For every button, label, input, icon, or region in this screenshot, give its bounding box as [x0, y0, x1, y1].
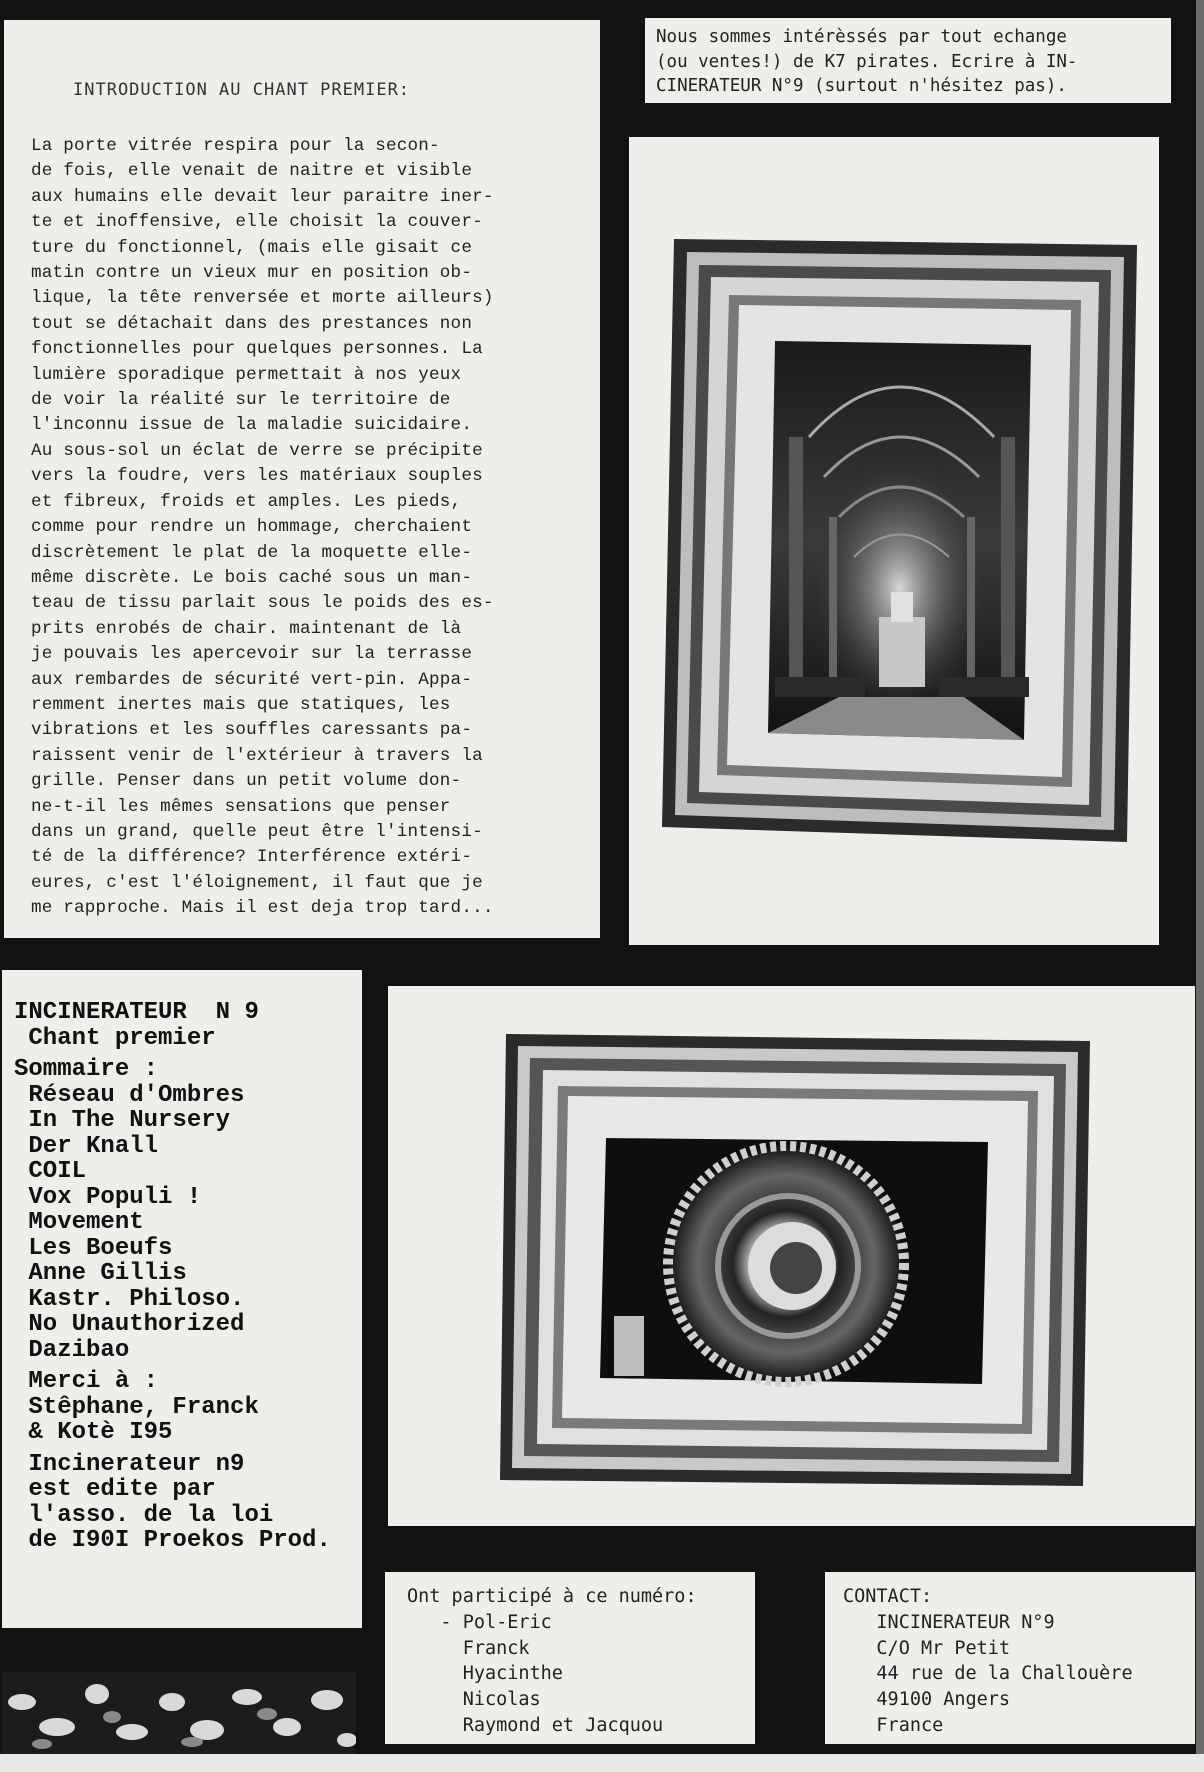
publisher-line: l'asso. de la loi — [14, 1501, 274, 1529]
contents-item: No Unauthorized — [14, 1311, 245, 1338]
credits-line: Franck — [407, 1637, 530, 1659]
intro-body: La porte vitrée respira pour la secon- de fois, elle venait de naitre et visible aux humains elle devait leur paraitre iner- te et inoffensive, elle choisit la couver- ture du fonctionnel, (mais elle gisait ce matin contre un vieux mur en position ob- lique, la tête renversée et morte ailleurs) tout se détachait dans des prestances non fonctionnelles pour quelques personnes. La lumière sporadique permettait à nos yeux de voir la réalité sur le territoire de l'inconnu issue de la maladie suicidaire. Au sous-sol un éclat de verre se précipite vers la foudre, vers les matériaux souples et fibreux, froids et amples. Les pieds, comme pour rendre un hommage, cherchaient discrètement le plat de la moquette elle- même discrète. Le bois caché sous un man- teau de tissu parlait sous le poids des es- prits enrobés de chair. maintenant de là je pouvais les apercevoir sur la terrasse aux rembardes de sécurité vert-pin. Appa- remment inertes mais que statiques, les vibrations et les souffles caressants pa- raissent venir de l'extérieur à travers la grille. Penser dans un petit volume don- ne-t-il les mêmes sensations que penser dans un grand, quelle peut être l'intensi- té de la différence? Interférence extéri- eures, c'est l'éloignement, il faut que je me rapproche. Mais il est deja trop tard... — [31, 136, 494, 919]
publisher-line: est edite par — [14, 1476, 216, 1503]
credits-line: Ont participé à ce numéro: — [407, 1586, 697, 1607]
contents-label: Sommaire : — [14, 1056, 159, 1083]
page-bottom-edge — [0, 1754, 1204, 1772]
contents-item: In The Nursery — [14, 1107, 231, 1134]
framed-staircase-photo — [388, 986, 1195, 1526]
magazine-title: INCINERATEUR N 9 — [14, 999, 259, 1026]
contact-line: C/O Mr Petit — [843, 1637, 1011, 1659]
credits-line: Nicolas — [407, 1689, 541, 1711]
contents-item: Kastr. Philoso. — [14, 1285, 245, 1313]
contact-line: 44 rue de la Challouère — [843, 1663, 1133, 1685]
contents-item: Dazibao — [14, 1336, 130, 1364]
magazine-subtitle: Chant premier — [14, 1024, 216, 1052]
credits-line: Hyacinthe — [407, 1663, 563, 1685]
intro-panel — [4, 20, 600, 938]
notice-text: Nous sommes intérèssés par tout echange (ou ventes!) de K7 pirates. Ecrire à IN- CINERATEUR N°9 (surtout n'hésitez pas). — [656, 27, 1078, 96]
contact-line: 49100 Angers — [843, 1689, 1011, 1711]
contact-line: INCINERATEUR N°9 — [843, 1611, 1055, 1633]
foliage-texture-image — [2, 1672, 356, 1754]
photo-cathedral-panel — [629, 137, 1159, 945]
page-edge — [1196, 0, 1204, 1772]
framed-cathedral-photo — [629, 137, 1159, 945]
publisher-line: Incinerateur n9 — [14, 1450, 245, 1478]
contact-line: France — [843, 1714, 944, 1736]
intro-title: INTRODUCTION AU CHANT PREMIER: — [73, 80, 411, 100]
contents-item: Der Knall — [14, 1132, 159, 1160]
summary-panel — [2, 970, 362, 1628]
contents-item: Anne Gillis — [14, 1260, 187, 1287]
publisher-line: de I90I Proekos Prod. — [14, 1527, 331, 1554]
credits-line: Raymond et Jacquou — [407, 1714, 664, 1736]
photo-staircase-panel — [388, 986, 1195, 1526]
credits-line: - Pol-Eric — [407, 1611, 552, 1633]
contents-list — [14, 1057, 362, 1363]
contents-item: Réseau d'Ombres — [14, 1081, 245, 1109]
thanks-line: Stêphane, Franck — [14, 1393, 259, 1421]
contents-item: Vox Populi ! — [14, 1183, 202, 1211]
foliage-texture — [2, 1672, 356, 1754]
credits-panel — [385, 1572, 755, 1744]
thanks-line: Merci à : — [14, 1368, 159, 1395]
contents-item: Les Boeufs — [14, 1234, 173, 1262]
thanks-block — [14, 1369, 362, 1446]
thanks-line: & Kotè I95 — [14, 1419, 173, 1446]
contents-item: COIL — [14, 1158, 87, 1185]
notice-panel — [645, 18, 1171, 103]
publisher-block — [14, 1452, 362, 1554]
contact-line: CONTACT: — [843, 1586, 933, 1607]
contents-item: Movement — [14, 1209, 144, 1236]
contact-panel — [825, 1572, 1195, 1744]
